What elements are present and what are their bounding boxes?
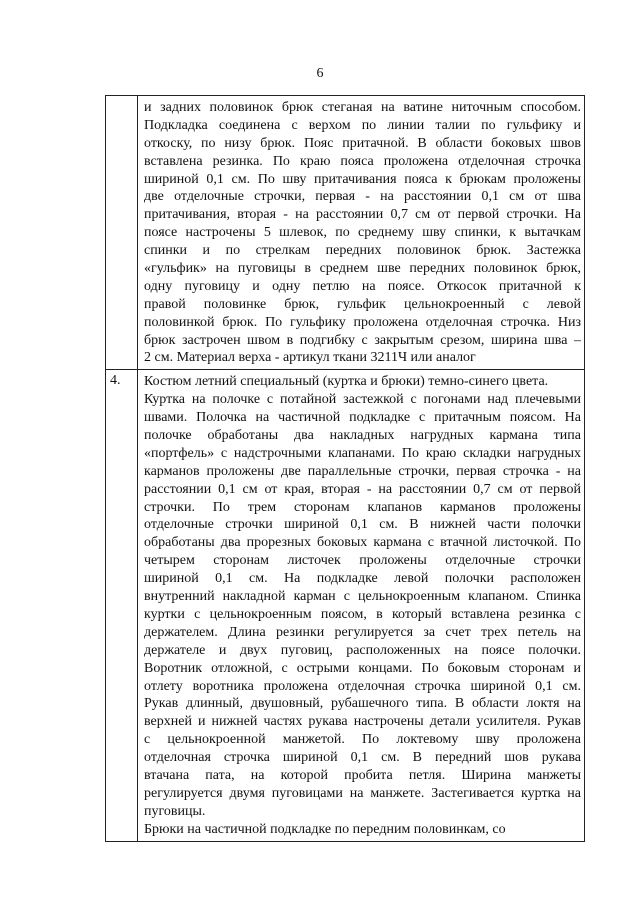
specification-table-body [106, 96, 585, 842]
text-line: карманов проложены две параллельные строчки, первая строчка - на [144, 463, 581, 479]
text-line: внутренний накладной карман с цельнокроенным клапаном. Спинка [144, 589, 581, 605]
text-line: с цельнокроенной манжетой. По локтевому шву проложена [144, 732, 581, 748]
text-line: «портфель» с надстрочными клапанами. По краю складки нагрудных [144, 445, 581, 461]
text-line: две отделочные строчки, первая - на расстоянии 0,1 см от шва [144, 189, 581, 205]
text-line: куртки с цельнокроенным поясом, в который вставлена резинка с [144, 606, 581, 622]
text-line: четырем сторонам листочек проложены отделочные строчки [144, 553, 581, 569]
text-line: швами. Полочка на частичной подкладке с притачным поясом. На [144, 410, 581, 426]
text-line: шириной 0,1 см. На подкладке левой полочки расположен [144, 571, 581, 587]
text-line: притачивания, вторая - на расстоянии 0,7 см от первой строчки. На [144, 207, 581, 223]
row-number-cell [106, 370, 138, 841]
text-line: поясе настрочены 5 шлевок, по среднему шву спинки, к вытачкам [144, 225, 581, 241]
text-line: Костюм летний специальный (куртка и брюки) темно-синего цвета. [144, 374, 549, 390]
text-line: и задних половинок брюк стеганая на ватине ниточным способом. [144, 100, 581, 115]
text-line: спинки и по стрелкам передних половинок брюк. Застежка [144, 243, 581, 259]
text-line: строчки. По трем сторонам клапанов карманов проложены [144, 499, 581, 515]
row-description-cell [138, 96, 585, 370]
table-row [106, 370, 585, 841]
text-line: держателе и двух пуговиц, расположенных на поясе полочки. [144, 642, 581, 658]
text-line: Брюки на частичной подкладке по передним половинкам, со [144, 821, 506, 837]
text-line: «гульфик» на пуговицы в среднем шве передних половинок брюк, [144, 261, 581, 277]
text-line: Куртка на полочке с потайной застежкой с погонами над плечевыми [144, 392, 581, 408]
text-line: вставлена резинка. По краю пояса проложена отделочная строчка [144, 153, 581, 169]
specification-table [105, 95, 585, 842]
text-line: отлету воротника проложена отделочная строчка шириной 0,1 см. [144, 678, 581, 694]
row-description-cell [138, 370, 585, 841]
page-number: 6 [316, 66, 324, 81]
text-line: верхней и нижней частях рукава настрочены детали усилителя. Рукав [144, 714, 581, 730]
text-line: половинкой брюк. По гульфику проложена отделочная строчка. Низ [144, 314, 581, 330]
text-line: шириной 0,1 см. По шву притачивания пояса к брюкам проложены [144, 171, 581, 187]
row-number-cell [106, 96, 138, 370]
text-line: Подкладка соединена с верхом по линии талии по гульфику и [144, 117, 581, 133]
row-number: 4. [110, 373, 121, 389]
text-line: одну пуговицу и одну петлю на поясе. Откосок притачной к [144, 278, 581, 294]
text-line: брюк застрочен швом в подгибку с закрытым срезом, ширина шва – [144, 332, 581, 348]
text-line: отделочные строчки шириной 0,1 см. В нижней части полочки [144, 517, 581, 533]
text-line: отделочная строчка шириной 0,1 см. В передний шов рукава [144, 750, 581, 766]
text-line: полочке обработаны два накладных нагрудных кармана типа [144, 428, 581, 444]
text-line: правой половинке брюк, гульфик цельнокроенный с левой [144, 296, 581, 312]
text-line: пуговицы. [144, 803, 206, 819]
text-line: держателем. Длина резинки регулируется за счет трех петель на [144, 624, 581, 640]
text-line: откоску, по низу брюк. Пояс притачной. В области боковых швов [144, 135, 581, 151]
text-line: 2 см. Материал верха - артикул ткани 3211Ч или аналог [144, 350, 476, 366]
text-line: Рукав длинный, двушовный, рубашечного типа. В области локтя на [144, 696, 581, 712]
table-row [106, 96, 585, 370]
text-line: регулируется двумя пуговицами на манжете. Застегивается куртка на [144, 785, 581, 801]
text-line: втачана пата, на которой пробита петля. Ширина манжеты [144, 767, 581, 783]
text-line: Воротник отложной, с острыми концами. По боковым сторонам и [144, 660, 581, 676]
text-line: расстоянии 0,1 см от края, вторая - на расстоянии 0,7 см от первой [144, 481, 581, 497]
text-line: обработаны два прорезных боковых кармана с втачной листочкой. По [144, 535, 581, 551]
